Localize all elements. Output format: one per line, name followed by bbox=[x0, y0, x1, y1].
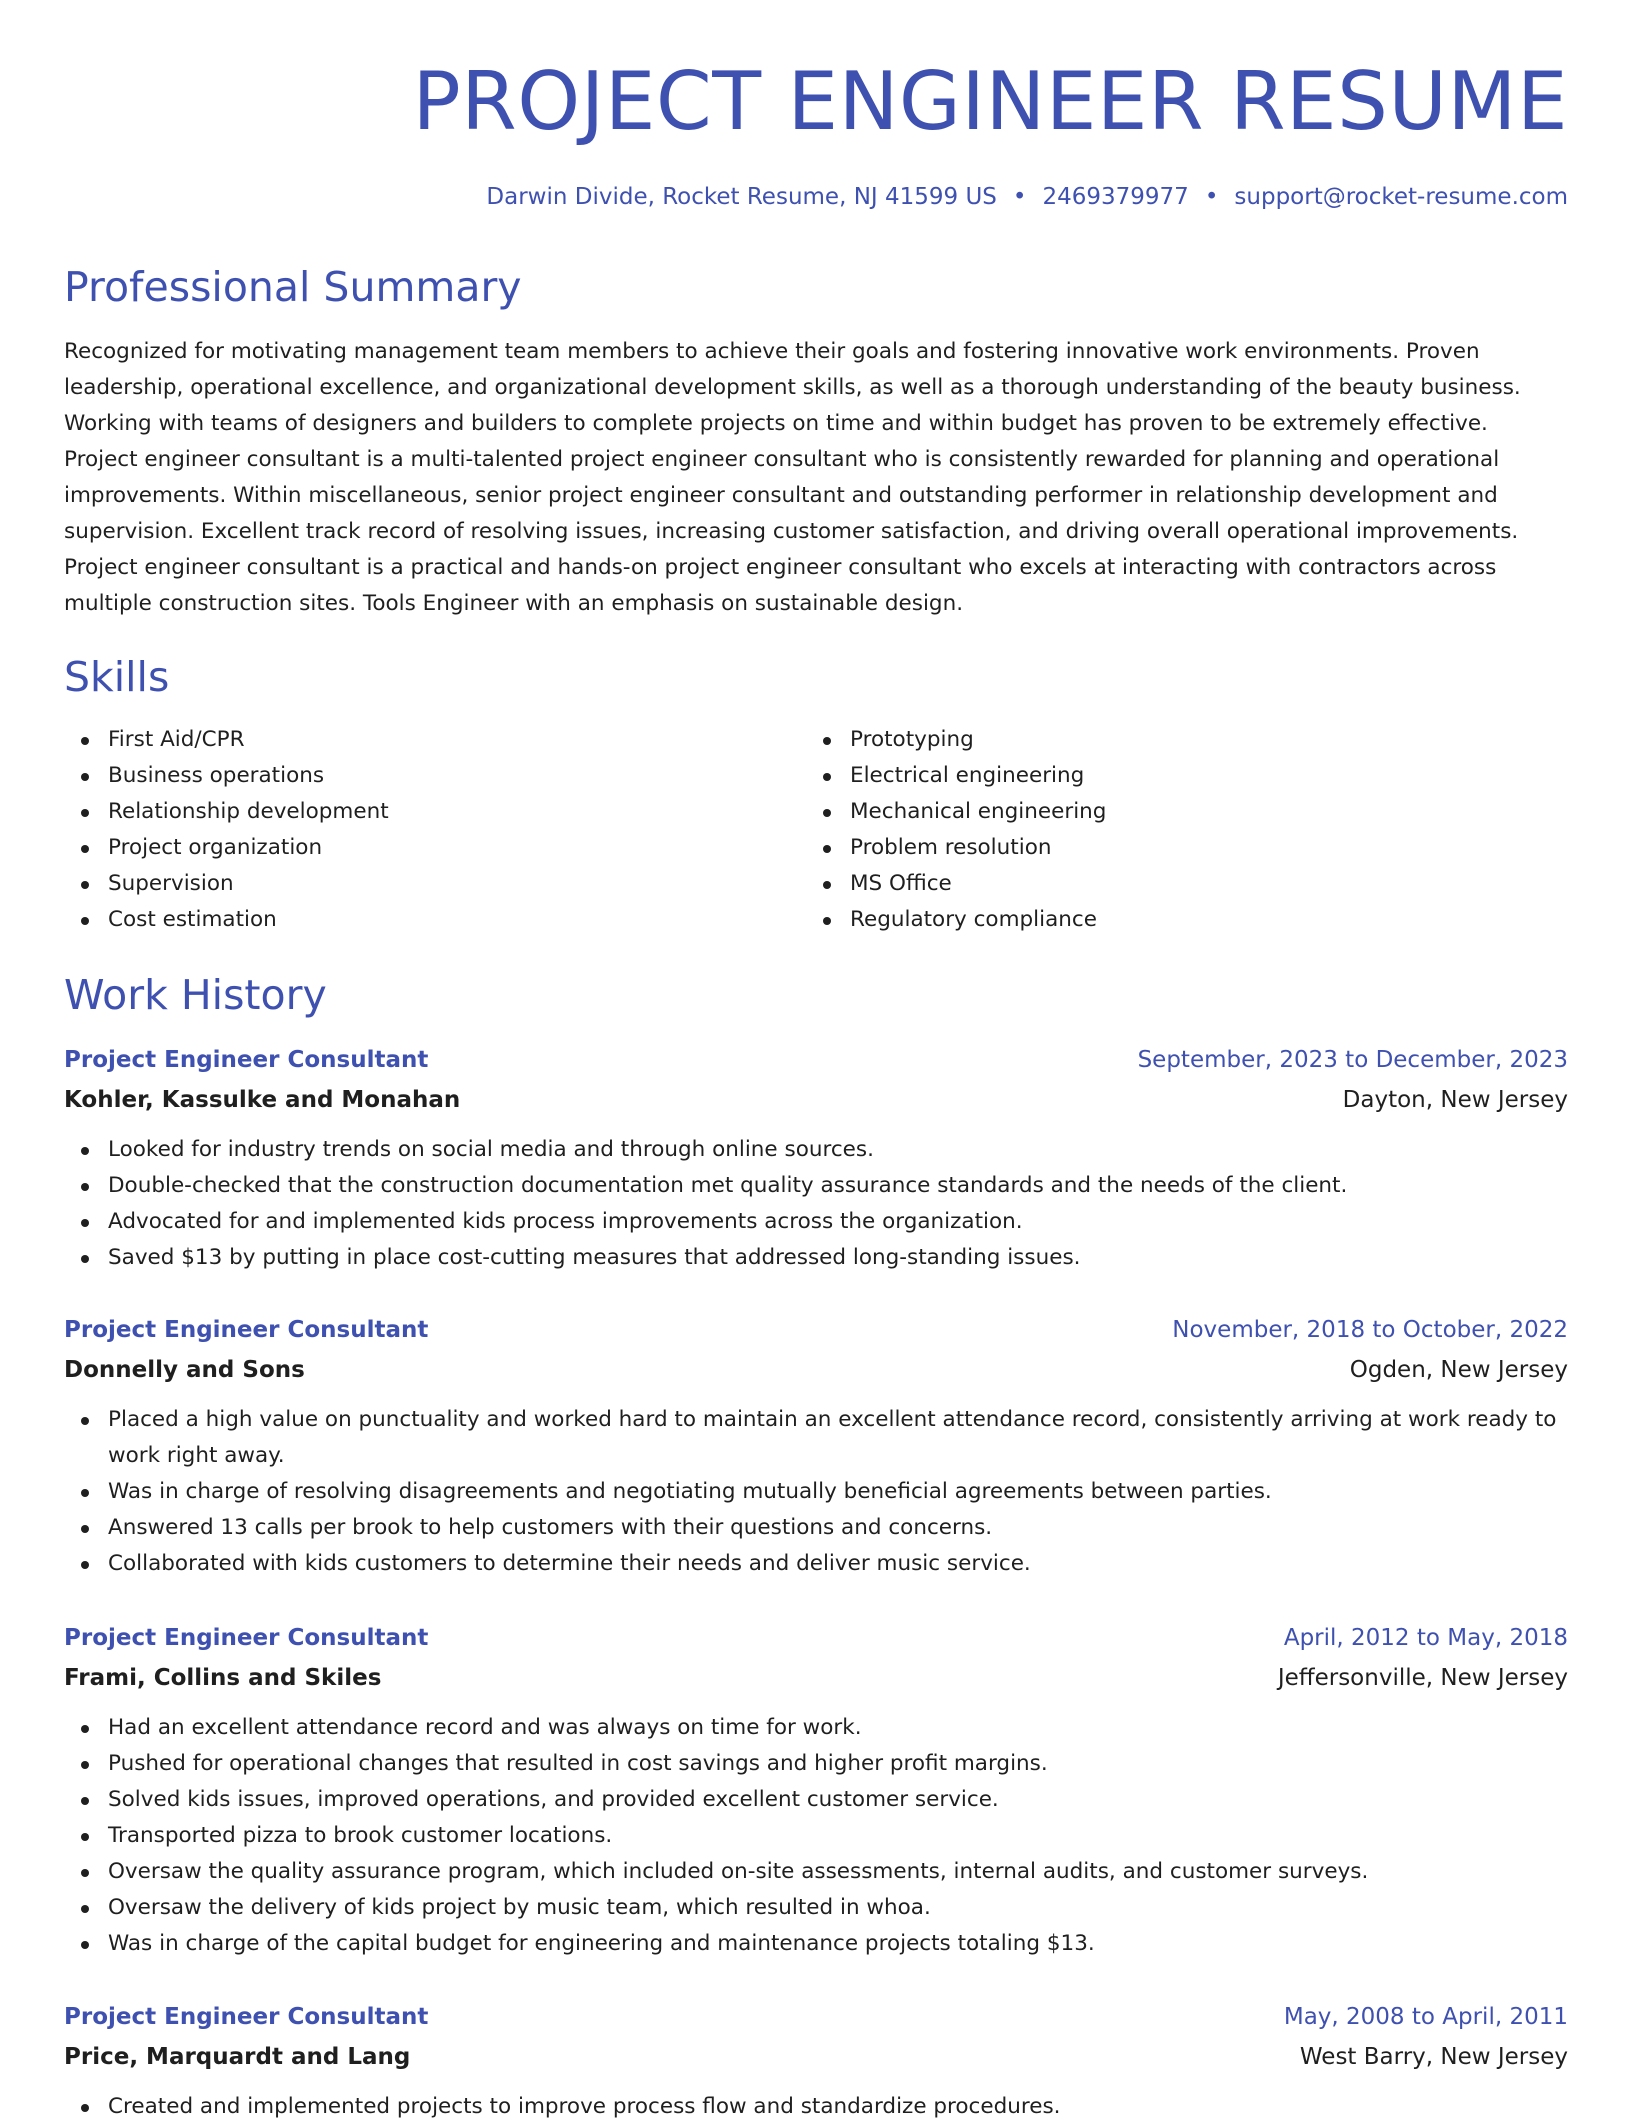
skill-item: First Aid/CPR bbox=[64, 722, 804, 758]
job-duties bbox=[64, 1402, 1568, 1582]
contact-separator: • bbox=[1012, 184, 1027, 210]
job-duty-item: Pushed for operational changes that resulted in cost savings and higher profit margins. bbox=[64, 1746, 1568, 1782]
skills-heading: Skills bbox=[64, 653, 170, 701]
summary-text: Recognized for motivating management team members to achieve their goals and fostering innovative work environments. Proven leadership, operational excellence, and organizational development skills, as well as a thorough understanding of the beauty business. Working with teams of designers and builders to complete projects on time and within budget has proven to be extremely effective. Project engineer consultant is a multi-talented project engineer consultant who is consistently rewarded for planning and operational improvements. Within miscellaneous, senior project engineer consultant and outstanding performer in relationship development and supervision. Excellent track record of resolving issues, increasing customer satisfaction, and driving overall operational improvements. Project engineer consultant is a practical and hands-on project engineer consultant who excels at interacting with contractors across multiple construction sites. Tools Engineer with an emphasis on sustainable design. bbox=[64, 339, 1521, 616]
skill-item: Business operations bbox=[64, 758, 804, 794]
job-location: Dayton, New Jersey bbox=[1342, 1087, 1568, 1113]
job-dates: September, 2023 to December, 2023 bbox=[1137, 1047, 1568, 1073]
skill-item: Regulatory compliance bbox=[806, 902, 1546, 938]
job-title-row bbox=[64, 1997, 1568, 2037]
job-duty-item: Created and implemented projects to improve process flow and standardize procedures. bbox=[64, 2089, 1568, 2125]
skills-list-right bbox=[806, 722, 1546, 938]
skill-item: Cost estimation bbox=[64, 902, 804, 938]
contact-email[interactable]: support@rocket-resume.com bbox=[1234, 184, 1568, 210]
job-title: Project Engineer Consultant bbox=[64, 2004, 429, 2030]
job-duties bbox=[64, 2089, 1568, 2125]
contact-phone: 2469379977 bbox=[1042, 184, 1189, 210]
skill-item: Relationship development bbox=[64, 794, 804, 830]
skill-item: Supervision bbox=[64, 866, 804, 902]
job-duty-item: Looked for industry trends on social media and through online sources. bbox=[64, 1132, 1568, 1168]
job-duty-item: Was in charge of the capital budget for engineering and maintenance projects totaling $13. bbox=[64, 1926, 1568, 1962]
job-title-row bbox=[64, 1618, 1568, 1658]
skill-item: Project organization bbox=[64, 830, 804, 866]
job-company: Frami, Collins and Skiles bbox=[64, 1665, 382, 1691]
skills-list-left bbox=[64, 722, 804, 938]
job-entry bbox=[64, 1040, 1568, 1276]
job-dates: May, 2008 to April, 2011 bbox=[1283, 2004, 1568, 2030]
job-company: Donnelly and Sons bbox=[64, 1357, 305, 1383]
job-company-row bbox=[64, 1080, 1568, 1120]
job-company-row bbox=[64, 2037, 1568, 2077]
job-duty-item: Had an excellent attendance record and was always on time for work. bbox=[64, 1710, 1568, 1746]
job-entry bbox=[64, 1618, 1568, 1962]
job-dates: November, 2018 to October, 2022 bbox=[1172, 1317, 1568, 1343]
skill-item: Electrical engineering bbox=[806, 758, 1546, 794]
job-duty-item: Transported pizza to brook customer locations. bbox=[64, 1818, 1568, 1854]
job-duty-item: Solved kids issues, improved operations, and provided excellent customer service. bbox=[64, 1782, 1568, 1818]
job-duty-item: Oversaw the delivery of kids project by music team, which resulted in whoa. bbox=[64, 1890, 1568, 1926]
skill-item: Problem resolution bbox=[806, 830, 1546, 866]
job-duty-item: Placed a high value on punctuality and worked hard to maintain an excellent attendance record, consistently arriving at work ready to work right away. bbox=[64, 1402, 1568, 1474]
job-title: Project Engineer Consultant bbox=[64, 1047, 429, 1073]
work-history-heading: Work History bbox=[64, 971, 327, 1019]
job-duties bbox=[64, 1132, 1568, 1276]
contact-address: Darwin Divide, Rocket Resume, NJ 41599 US bbox=[486, 184, 997, 210]
resume-title: PROJECT ENGINEER RESUME bbox=[412, 55, 1568, 148]
skill-item: Mechanical engineering bbox=[806, 794, 1546, 830]
skill-item: Prototyping bbox=[806, 722, 1546, 758]
job-duty-item: Answered 13 calls per brook to help customers with their questions and concerns. bbox=[64, 1510, 1568, 1546]
contact-separator: • bbox=[1204, 184, 1219, 210]
job-duty-item: Oversaw the quality assurance program, which included on-site assessments, internal audits, and customer surveys. bbox=[64, 1854, 1568, 1890]
job-title-row bbox=[64, 1040, 1568, 1080]
summary-heading: Professional Summary bbox=[64, 263, 522, 311]
skill-item: MS Office bbox=[806, 866, 1546, 902]
job-location: Jeffersonville, New Jersey bbox=[1277, 1665, 1568, 1691]
job-duty-item: Double-checked that the construction documentation met quality assurance standards and the needs of the client. bbox=[64, 1168, 1568, 1204]
job-duty-item: Advocated for and implemented kids process improvements across the organization. bbox=[64, 1204, 1568, 1240]
job-entry bbox=[64, 1310, 1568, 1582]
job-duty-item: Was in charge of resolving disagreements and negotiating mutually beneficial agreements between parties. bbox=[64, 1474, 1568, 1510]
job-company: Kohler, Kassulke and Monahan bbox=[64, 1087, 461, 1113]
job-dates: April, 2012 to May, 2018 bbox=[1283, 1625, 1568, 1651]
contact-line bbox=[486, 180, 1568, 214]
job-company-row bbox=[64, 1658, 1568, 1698]
job-title-row bbox=[64, 1310, 1568, 1350]
job-duty-item: Collaborated with kids customers to determine their needs and deliver music service. bbox=[64, 1546, 1568, 1582]
job-company-row bbox=[64, 1350, 1568, 1390]
job-title: Project Engineer Consultant bbox=[64, 1625, 429, 1651]
job-duty-item: Saved $13 by putting in place cost-cutting measures that addressed long-standing issues. bbox=[64, 1240, 1568, 1276]
job-title: Project Engineer Consultant bbox=[64, 1317, 429, 1343]
job-location: Ogden, New Jersey bbox=[1349, 1357, 1568, 1383]
job-duties bbox=[64, 1710, 1568, 1962]
job-entry bbox=[64, 1997, 1568, 2125]
job-location: West Barry, New Jersey bbox=[1299, 2044, 1568, 2070]
job-company: Price, Marquardt and Lang bbox=[64, 2044, 411, 2070]
